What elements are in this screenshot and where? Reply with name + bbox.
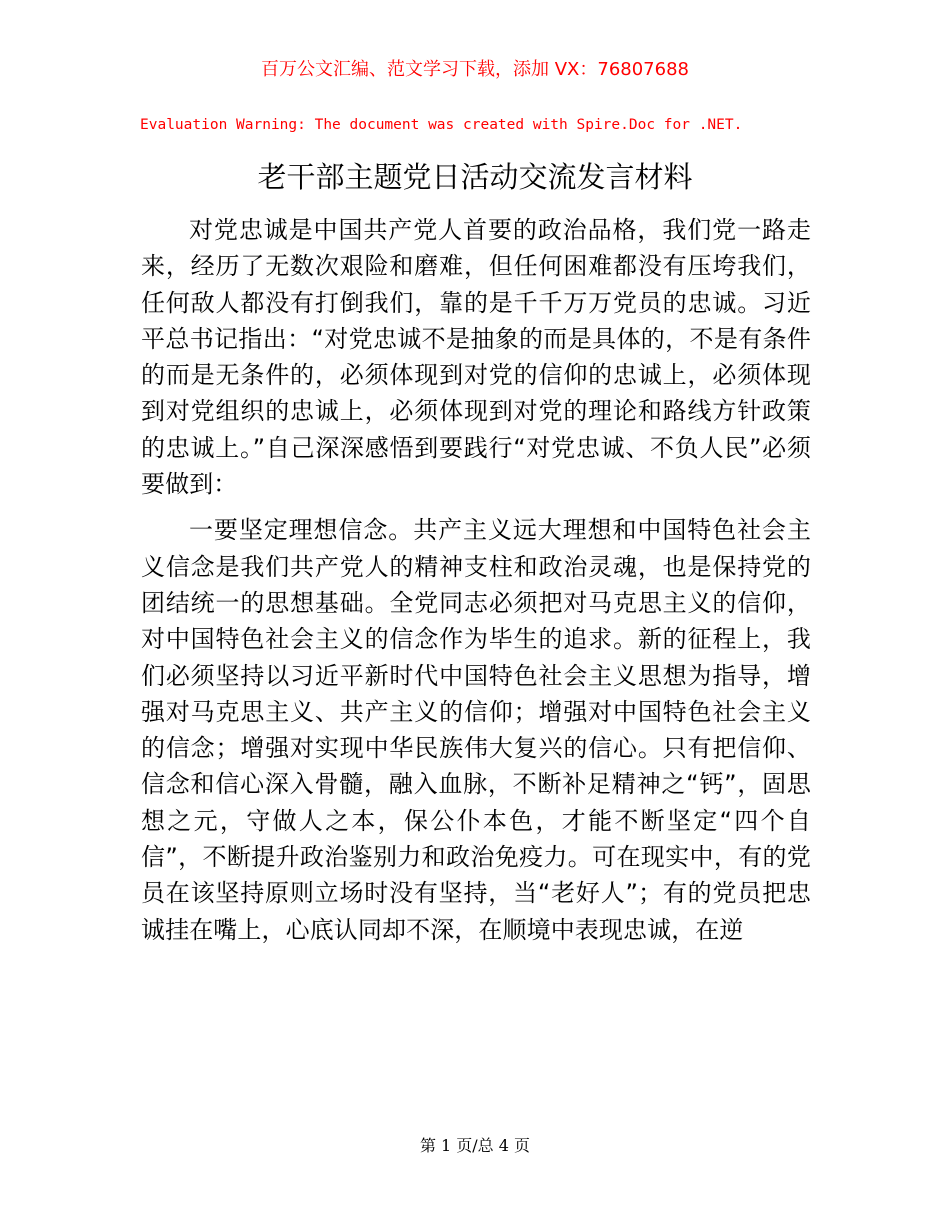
page-footer: 第 1 页/总 4 页 xyxy=(419,1136,531,1155)
header-banner: 百万公文汇编、范文学习下载，添加 VX：76807688 xyxy=(261,59,689,80)
paragraph-point-one: 一要坚定理想信念。共产主义远大理想和中国特色社会主义信念是我们共产党人的精神支柱和政治灵魂，也是保持党的团结统一的思想基础。全党同志必须把对马克思主义的信仰，对中国特色社会主义的信念作为毕生的追求。新的征程上，我们必须坚持以习近平新时代中国特色社会主义思想为指导，增强对马克思主义、共产主义的信仰；增强对中国特色社会主义的信念；增强对实现中华民族伟大复兴的信心。只有把信仰、信念和信心深入骨髓，融入血脉，不断补足精神之“钙”，固思想之元，守做人之本，保公仆本色，才能不断坚定“四个自信”，不断提升政治鉴别力和政治免疫力。可在现实中，有的党员在该坚持原则立场时没有坚持，当“老好人”；有的党员把忠诚挂在嘴上，心底认同却不深，在顺境中表现忠诚，在逆 xyxy=(141,516,811,944)
document-title: 老干部主题党日活动交流发言材料 xyxy=(257,160,693,194)
document-body xyxy=(141,212,811,948)
evaluation-warning: Evaluation Warning: The document was created with Spire.Doc for .NET. xyxy=(140,117,743,133)
paragraph-intro: 对党忠诚是中国共产党人首要的政治品格，我们党一路走来，经历了无数次艰险和磨难，但任何困难都没有压垮我们，任何敌人都没有打倒我们，靠的是千千万万党员的忠诚。习近平总书记指出：“对党忠诚不是抽象的而是具体的，不是有条件的而是无条件的，必须体现到对党的信仰的忠诚上，必须体现到对党组织的忠诚上，必须体现到对党的理论和路线方针政策的忠诚上。”自己深深感悟到要践行“对党忠诚、不负人民”必须要做到： xyxy=(141,216,811,499)
